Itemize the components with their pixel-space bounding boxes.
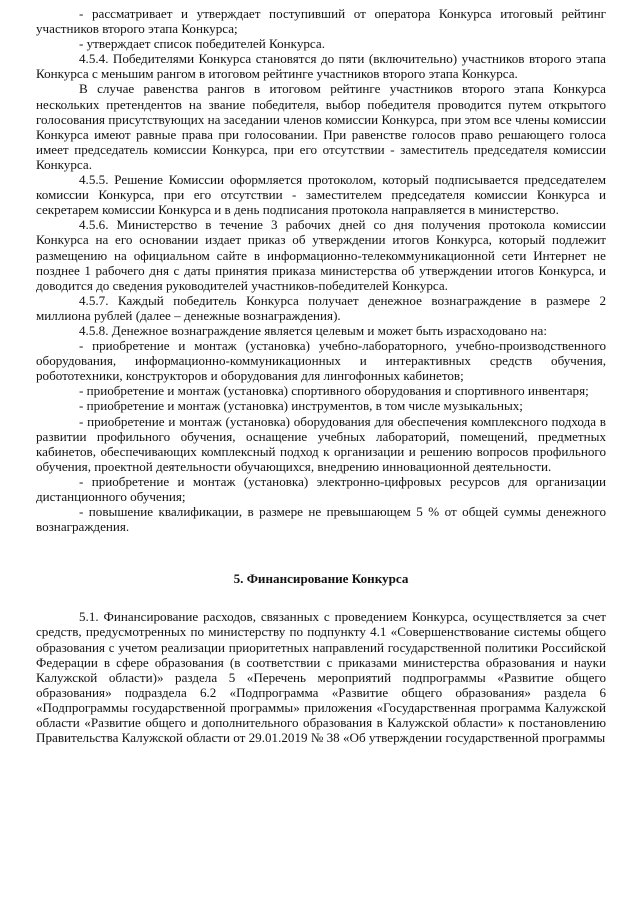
- document-text: [36, 6, 606, 745]
- clause-4-5-8: 4.5.8. Денежное вознаграждение является целевым и может быть израсходовано на:: [79, 322, 547, 338]
- list-item-qualification: - повышение квалификации, в размере не превышающем 5 % от общей суммы денежного вознаграждения.: [36, 504, 606, 535]
- clause-4-5-5: 4.5.5. Решение Комиссии оформляется протоколом, который подписывается председателем комиссии Конкурса, при его отсутствии - заместителем председателя комиссии Конкурса и секретарем комиссии Конкурса и в день подписания протокола направляется в министерство.: [36, 172, 606, 218]
- clause-4-5-7: 4.5.7. Каждый победитель Конкурса получает денежное вознаграждение в размере 2 миллиона рублей (далее – денежные вознаграждения).: [36, 292, 606, 323]
- list-item-digital-resources: - приобретение и монтаж (установка) электронно-цифровых ресурсов для организации дистанционного обучения;: [36, 473, 606, 504]
- list-item-instruments: - приобретение и монтаж (установка) инструментов, в том числе музыкальных;: [79, 398, 523, 414]
- clause-4-5-4: 4.5.4. Победителями Конкурса становятся до пяти (включительно) участников второго этапа Конкурса с меньшим рангом в итоговом рейтинге участников второго этапа Конкурса.: [36, 51, 606, 82]
- paragraph-equal-ranks: В случае равенства рангов в итоговом рейтинге участников второго этапа Конкурса нескольких претендентов на звание победителя, выбор победителя проводится путем открытого голосования присутствующих на заседании членов комиссии Конкурса, при этом все члены комиссии Конкурса имеют равные права при голосовании. При равенстве голосов право решающего голоса имеет председатель комиссии Конкурса, при его отсутствии - заместитель председателя комиссии Конкурса.: [36, 81, 606, 172]
- list-item-sport-equipment: - приобретение и монтаж (установка) спортивного оборудования и спортивного инвентаря;: [79, 383, 589, 399]
- list-item-approve-rating: - рассматривает и утверждает поступивший от оператора Конкурса итоговый рейтинг участников второго этапа Конкурса;: [36, 6, 606, 37]
- section-heading: 5. Финансирование Конкурса: [233, 571, 409, 587]
- clause-4-5-6: 4.5.6. Министерство в течение 3 рабочих дней со дня получения протокола комиссии Конкурса на его основании издает приказ об утверждении итогов Конкурса, который подлежит размещению на официальном сайте в информационно-телекоммуникационной сети Интернет не позднее 1 рабочего дня с даты принятия приказа министерства об утверждении итогов Конкурса, и доводится до сведения руководителей участников-победителей Конкурса.: [36, 217, 606, 293]
- list-item-lab-equipment: - приобретение и монтаж (установка) учебно-лабораторного, учебно-производственного оборудования, информационно-коммуникационных и интерактивных средств обучения, робототехники, конструкторов и оборудования для лингофонных кабинетов;: [36, 338, 606, 384]
- list-item-approve-winners: - утверждает список победителей Конкурса.: [79, 36, 325, 52]
- clause-5-1: 5.1. Финансирование расходов, связанных с проведением Конкурса, осуществляется за счет средств, предусмотренных по министерству по подпункту 4.1 «Совершенствование системы общего образования с учетом реализации приоритетных направлений государственной политики Российской Федерации в сфере образования (в соответствии с приказами министерства образования и науки Калужской области)» раздела 5 «Перечень мероприятий подпрограммы «Развитие общего образования» подраздела 6.2 «Подпрограмма «Развитие общего образования» раздела 6 «Подпрограммы государственной программы» приложения «Государственная программа Калужской области «Развитие общего и дополнительного образования в Калужской области» к постановлению Правительства Калужской области от 29.01.2019 № 38 «Об утверждении государственной программы: [36, 609, 606, 746]
- list-item-profile-education: - приобретение и монтаж (установка) оборудования для обеспечения комплексного подхода в развитии профильного обучения, оснащение учебных лабораторий, помещений, предметных кабинетов, обеспечивающих комплексный подход к организации и решению вопросов профильного обучения, проектной деятельности обучающихся, внедрению инновационной деятельности.: [36, 413, 606, 474]
